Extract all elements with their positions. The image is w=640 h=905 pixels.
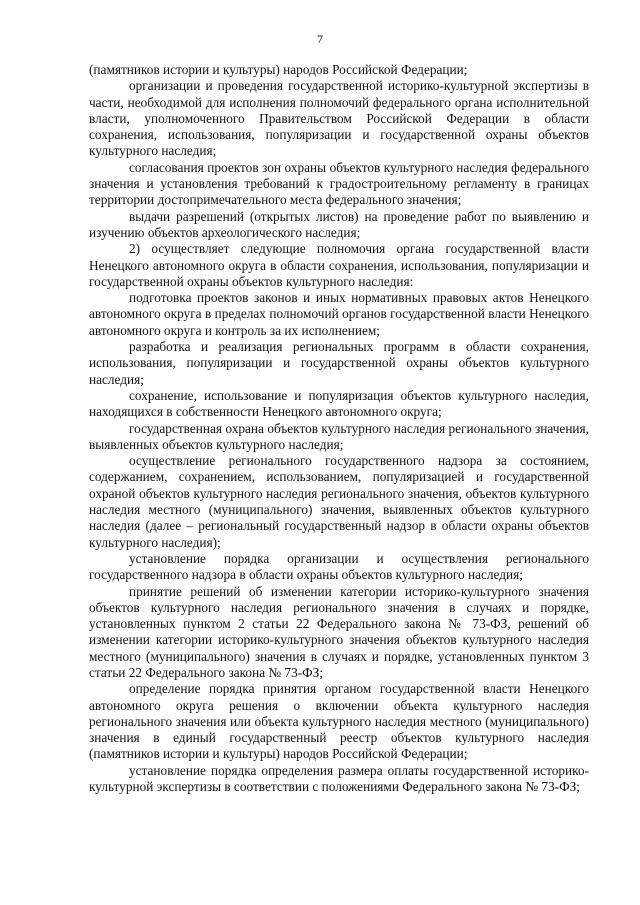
paragraph: определение порядка принятия органом государственной власти Ненецкого автономного округа решения о включении объекта культурного наследия регионального значения или объекта культурного наследия местного (муниципального) значения в единый государственный реестр объектов культурного наследия (памятников истории и культуры) народов Российской Федерации;: [89, 681, 589, 762]
paragraph: сохранение, использование и популяризация объектов культурного наследия, находящихся в собственности Ненецкого автономного округа;: [89, 387, 589, 420]
paragraph: (памятников истории и культуры) народов Российской Федерации;: [89, 62, 468, 77]
paragraph: установление порядка организации и осуществления регионального государственного надзора в области охраны объектов культурного наследия;: [89, 550, 589, 583]
paragraph: принятие решений об изменении категории историко-культурного значения объектов культурного наследия регионального значения в случаях и порядке, установленных пунктом 2 статьи 22 Федерального закона № 73-ФЗ, решений об изменении категории историко-культурного значения объектов культурного наследия местного (муниципального) значения в случаях и порядке, установленных пунктом 3 статьи 22 Федерального закона № 73-ФЗ;: [89, 583, 589, 680]
paragraph: согласования проектов зон охраны объектов культурного наследия федерального значения и установления требований к градостроительному регламенту в границах территории достопримечательного места федерального значения;: [89, 159, 589, 208]
paragraph: установление порядка определения размера оплаты государственной историко-культурной экспертизы в соответствии с положениями Федерального закона № 73-ФЗ;: [89, 762, 589, 795]
paragraph: разработка и реализация региональных программ в области сохранения, использования, популяризации и государственной охраны объектов культурного наследия;: [89, 339, 589, 387]
document-body: [89, 62, 589, 795]
page-number: 7: [317, 32, 323, 46]
paragraph: подготовка проектов законов и иных нормативных правовых актов Ненецкого автономного округа в пределах полномочий органов государственной власти Ненецкого автономного округа и контроль за их исполнением;: [89, 290, 589, 338]
paragraph: осуществление регионального государственного надзора за состоянием, содержанием, сохранением, использованием, популяризацией и государственной охраной объектов культурного наследия регионального значения, объектов культурного наследия местного (муниципального) значения, выявленных объектов культурного наследия (далее – региональный государственный надзор в области охраны объектов культурного наследия);: [89, 453, 589, 550]
paragraph: государственная охрана объектов культурного наследия регионального значения, выявленных объектов культурного наследия;: [89, 420, 589, 452]
paragraph: выдачи разрешений (открытых листов) на проведение работ по выявлению и изучению объектов археологического наследия;: [89, 208, 589, 240]
paragraph: 2) осуществляет следующие полномочия органа государственной власти Ненецкого автономного округа в области сохранения, использования, популяризации и государственной охраны объектов культурного наследия:: [89, 241, 589, 289]
paragraph: организации и проведения государственной историко-культурной экспертизы в части, необходимой для исполнения полномочий федерального органа исполнительной власти, уполномоченного Правительством Российской Федерации в области сохранения, использования, популяризации и государственной охраны объектов культурного наследия;: [89, 78, 589, 159]
